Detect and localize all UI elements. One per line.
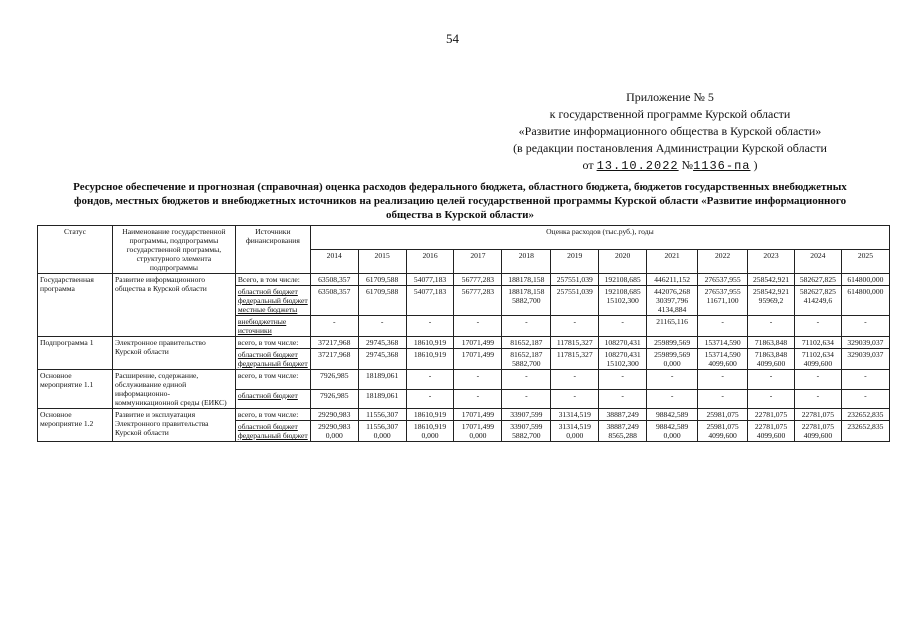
source-cell: областной бюджет федеральный бюджет [235,421,310,442]
value-cell: 33907,599 [502,409,551,421]
value-cell: 63508,357 [310,274,358,286]
value-cell: 54077,183 [406,286,454,316]
value-cell: - [454,389,502,409]
value-cell: 81652,187 5882,700 [502,349,551,370]
value-cell: 71863,848 4099,600 [748,349,795,370]
year-header: 2025 [841,250,889,274]
value-cell: 18610,919 [406,349,454,370]
value-cell: 329039,037 [841,337,889,349]
value-cell: 257551,039 [551,286,599,316]
value-cell: 38887,249 [599,409,647,421]
source-cell: Всего, в том числе: [235,274,310,286]
value-cell: 7926,985 [310,370,358,390]
source-cell: областной бюджет федеральный бюджет местные бюджеты [235,286,310,316]
appendix-date-line [470,157,870,175]
value-cell: - [502,370,551,390]
appendix-header [470,89,870,175]
program-name-cell: Расширение, содержание, обслуживание единой информационно-коммуникационной среды (ЕИКС) [112,370,235,409]
status-cell: Основное мероприятие 1.1 [38,370,113,409]
from-label: от [582,158,594,172]
header-estimate: Оценка расходов (тыс.руб.), годы [310,226,889,250]
document-title: Ресурсное обеспечение и прогнозная (справочная) оценка расходов федерального бюджета, областного бюджета, бюджетов государственных внебюджетных фондов, местных бюджетов и внебюджетных источников на реализацию целей государственной программы Курской области «Развитие информационного общества в Курской области» [73,181,847,221]
value-cell: - [698,389,748,409]
value-cell: 117815,327 [551,337,599,349]
number-label: № [681,158,694,172]
source-cell: всего, в том числе: [235,409,310,421]
value-cell: 18610,919 [406,337,454,349]
value-cell: 192108,685 15102,300 [599,286,647,316]
value-cell: 232652,835 [841,409,889,421]
value-cell: - [698,316,748,337]
value-cell: 232652,835 [841,421,889,442]
resolution-date: 13.10.2022 [596,159,679,173]
value-cell: 22781,075 4099,600 [794,421,841,442]
close-paren: ) [753,158,758,172]
table-row [38,370,890,390]
year-header: 2016 [406,250,454,274]
table-row [38,409,890,421]
value-cell: - [698,370,748,390]
value-cell: 614800,000 [841,274,889,286]
value-cell: - [599,316,647,337]
value-cell: 329039,037 [841,349,889,370]
value-cell: 7926,985 [310,389,358,409]
header-status: Статус [38,226,113,274]
value-cell: 442076,268 30397,796 4134,884 [647,286,698,316]
value-cell: 22781,075 [748,409,795,421]
value-cell: 258542,921 95969,2 [748,286,795,316]
value-cell: 17071,499 [454,409,502,421]
value-cell: 446211,152 [647,274,698,286]
value-cell: 276537,955 [698,274,748,286]
value-cell: 29290,983 [310,409,358,421]
value-cell: 117815,327 [551,349,599,370]
table-row [38,337,890,349]
year-header: 2015 [358,250,406,274]
value-cell: 11556,307 0,000 [358,421,406,442]
program-name-cell: Развитие и эксплуатация Электронного правительства Курской области [112,409,235,442]
status-cell: Подпрограмма 1 [38,337,113,370]
value-cell: 56777,283 [454,274,502,286]
value-cell: 29745,368 [358,349,406,370]
year-header: 2021 [647,250,698,274]
value-cell: - [748,316,795,337]
value-cell: 98842,589 [647,409,698,421]
value-cell: 153714,590 [698,337,748,349]
value-cell: 22781,075 4099,600 [748,421,795,442]
value-cell: 582627,825 414249,6 [794,286,841,316]
value-cell: 108270,431 [599,337,647,349]
value-cell: - [551,389,599,409]
value-cell: - [358,316,406,337]
source-cell: всего, в том числе: [235,337,310,349]
value-cell: 258542,921 [748,274,795,286]
year-header: 2017 [454,250,502,274]
value-cell: - [551,316,599,337]
year-header: 2018 [502,250,551,274]
value-cell: - [599,389,647,409]
status-cell: Основное мероприятие 1.2 [38,409,113,442]
value-cell: - [406,389,454,409]
year-header: 2024 [794,250,841,274]
value-cell: 33907,599 5882,700 [502,421,551,442]
page-number: 54 [446,31,459,46]
value-cell: - [454,316,502,337]
value-cell: 54077,183 [406,274,454,286]
value-cell: 257551,039 [551,274,599,286]
table-row [38,274,890,286]
value-cell: - [841,389,889,409]
header-source: Источники финансирования [235,226,310,274]
value-cell: - [502,316,551,337]
value-cell: 56777,283 [454,286,502,316]
value-cell: 31314,519 0,000 [551,421,599,442]
year-header: 2020 [599,250,647,274]
value-cell: 71102,634 [794,337,841,349]
value-cell: 98842,589 0,000 [647,421,698,442]
value-cell: 582627,825 [794,274,841,286]
source-cell: областной бюджет федеральный бюджет [235,349,310,370]
value-cell: - [794,316,841,337]
value-cell: - [406,370,454,390]
value-cell: - [841,370,889,390]
value-cell: - [310,316,358,337]
value-cell: 108270,431 15102,300 [599,349,647,370]
value-cell: 17071,499 [454,349,502,370]
value-cell: 17071,499 0,000 [454,421,502,442]
value-cell: 259899,569 0,000 [647,349,698,370]
value-cell: - [841,316,889,337]
appendix-line-3: «Развитие информационного общества в Курской области» [518,124,822,138]
value-cell: 18610,919 [406,409,454,421]
value-cell: - [406,316,454,337]
value-cell: 188178,158 5882,700 [502,286,551,316]
value-cell: 29745,368 [358,337,406,349]
value-cell: 11556,307 [358,409,406,421]
value-cell: - [647,389,698,409]
source-cell: внебюджетные источники [235,316,310,337]
value-cell: 276537,955 11671,100 [698,286,748,316]
value-cell: 18189,061 [358,370,406,390]
value-cell: - [748,389,795,409]
source-cell: областной бюджет [235,389,310,409]
resource-table [37,225,890,442]
value-cell: 29290,983 0,000 [310,421,358,442]
value-cell: 61709,588 [358,286,406,316]
value-cell: 37217,968 [310,337,358,349]
resolution-number: 1136-па [693,159,751,173]
value-cell: - [454,370,502,390]
program-name-cell: Электронное правительство Курской области [112,337,235,370]
appendix-line-4: (в редакции постановления Администрации Курской области [513,141,827,155]
value-cell: 38887,249 8565,288 [599,421,647,442]
source-cell: всего, в том числе: [235,370,310,390]
value-cell: 192108,685 [599,274,647,286]
value-cell: - [794,389,841,409]
status-cell: Государственная программа [38,274,113,337]
year-header: 2023 [748,250,795,274]
value-cell: 17071,499 [454,337,502,349]
year-header: 2014 [310,250,358,274]
program-name-cell: Развитие информационного общества в Курской области [112,274,235,337]
year-header: 2022 [698,250,748,274]
value-cell: 614800,000 [841,286,889,316]
value-cell: 153714,590 4099,600 [698,349,748,370]
value-cell: 25981,075 4099,600 [698,421,748,442]
appendix-line-2: к государственной программе Курской области [549,107,791,121]
value-cell: 18189,061 [358,389,406,409]
value-cell: 71863,848 [748,337,795,349]
value-cell: 71102,634 4099,600 [794,349,841,370]
value-cell: 22781,075 [794,409,841,421]
value-cell: 259899,569 [647,337,698,349]
value-cell: - [748,370,795,390]
year-header: 2019 [551,250,599,274]
value-cell: - [551,370,599,390]
value-cell: 81652,187 [502,337,551,349]
value-cell: 37217,968 [310,349,358,370]
value-cell: 63508,357 [310,286,358,316]
appendix-line-1: Приложение № 5 [626,90,714,104]
value-cell: - [794,370,841,390]
value-cell: 31314,519 [551,409,599,421]
value-cell: 61709,588 [358,274,406,286]
value-cell: 18610,919 0,000 [406,421,454,442]
value-cell: 21165,116 [647,316,698,337]
table-body [38,274,890,442]
value-cell: 188178,158 [502,274,551,286]
value-cell: - [647,370,698,390]
value-cell: - [502,389,551,409]
value-cell: - [599,370,647,390]
value-cell: 25981,075 [698,409,748,421]
header-name: Наименование государственной программы, подпрограммы государственной программы, структурного элемента подпрограммы [112,226,235,274]
